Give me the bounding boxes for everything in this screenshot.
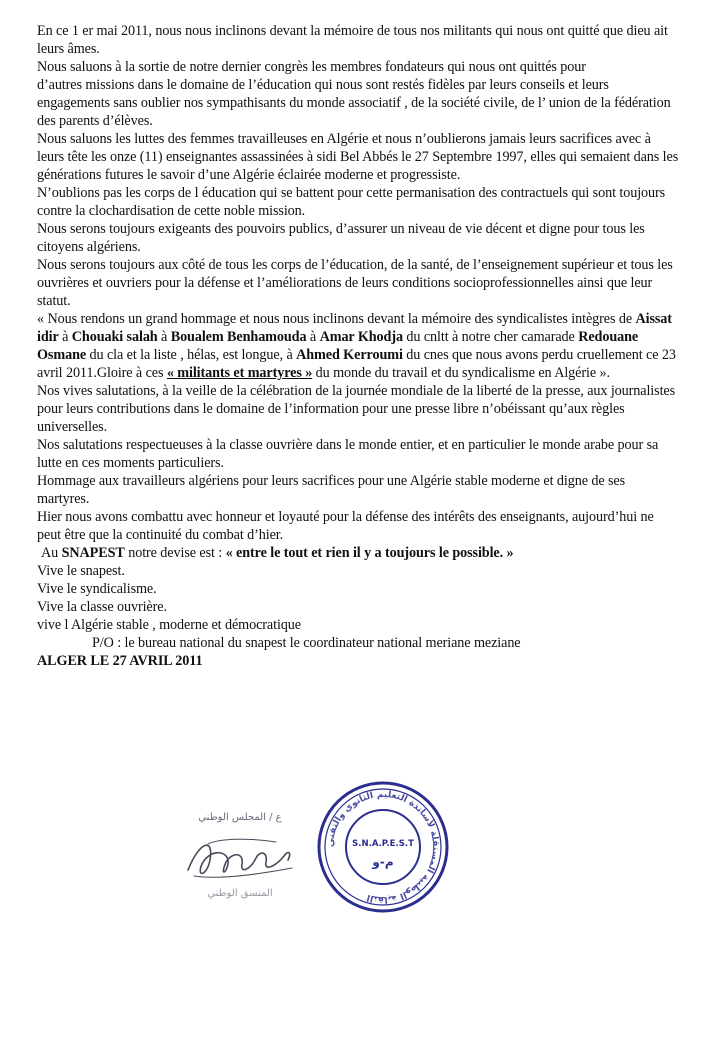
name-ahmed-kerroumi: Ahmed Kerroumi: [296, 347, 403, 363]
name-amar-khodja: Amar Khodja: [319, 329, 403, 345]
stamp-center-code: م-و: [372, 855, 394, 869]
paragraph-public-powers: Nous serons toujours exigeants des pouvoirs publics, d’assurer un niveau de vie décent et digne pour tous les citoyens algériens.: [37, 221, 645, 255]
paragraph-press: Nos vives salutations, à la veille de la célébration de la journée mondiale de la liberté de la presse, aux journalistes pour leurs contributions dans le domaine de l’information pour une presse libre n’obéissant qu’aux règles universelles.: [37, 383, 676, 435]
paragraph-homage: Hommage aux travailleurs algériens pour leurs sacrifices pour une Algérie stable moderne et digne de ses martyres.: [37, 473, 626, 507]
slogan-snapest: Vive le snapest.: [37, 563, 125, 579]
paragraph-tribute: « Nous rendons un grand hommage et nous nous inclinons devant la mémoire des syndicalistes intègres de Aissat idir à Chouaki salah à Boualem Benhamouda à Amar Khodja du cnltt à notre cher camarade Redouane Osmane du cla et la liste , hélas, est longue, à Ahmed Kerroumi du cnes que nous avons perdu cruellement ce 23 avril 2011.Gloire à ces « militants et martyres » du monde du travail et du syndicalisme en Algérie ».: [37, 311, 676, 381]
signatory-line: P/O : le bureau national du snapest le coordinateur national meriane meziane: [92, 635, 521, 651]
name-chouaki-salah: Chouaki salah: [71, 329, 158, 345]
paragraph-women-workers: Nous saluons les luttes des femmes travailleuses en Algérie et nous n’oublierons jamais leurs sacrifices avec à leurs tête les onze (11) enseignantes assassinées à sidi Bel Abbés le 27 Septembre 1997, elles qui semaient dans les générations futures le savoir d’une Algérie éclairée moderne et progressiste.: [37, 131, 679, 183]
paragraph-solidarity: Nous serons toujours aux côté de tous les corps de l’éducation, de la santé, de l’enseignement supérieur et tous les ouvrières et ouvriers pour la défense et l’améliorations de leurs conditions socioprofessionnelles ainsi que leur statut.: [37, 257, 673, 309]
paragraph-founders-intro: Nous saluons à la sortie de notre dernier congrès les membres fondateurs qui nous ont quittés pour: [37, 59, 586, 75]
paragraph-working-class: Nos salutations respectueuses à la classe ouvrière dans le monde entier, et en particulier le monde arabe pour sa lutte en ces moments particuliers.: [37, 437, 659, 471]
paragraph-remembrance: En ce 1 er mai 2011, nous nous inclinons devant la mémoire de tous nos militants qui nous ont quitté que dieu ait leurs âmes.: [37, 23, 668, 57]
signature-block: [170, 812, 310, 912]
motto-text: « entre le tout et rien il y a toujours le possible. »: [225, 545, 514, 561]
name-boualem-benhamouda: Boualem Benhamouda: [170, 329, 307, 345]
paragraph-contractuals: N’oublions pas les corps de l éducation qui se battent pour cette permanisation des contractuels qui sont toujours contre la clochardisation de cette noble mission.: [37, 185, 666, 219]
union-name: SNAPEST: [61, 545, 125, 561]
slogan-working-class: Vive la classe ouvrière.: [37, 599, 167, 615]
signature-title: ع / المجلس الوطني: [198, 812, 282, 823]
stamp-center-text: S.N.A.P.E.S.T: [352, 839, 414, 849]
union-stamp-icon: [316, 780, 450, 914]
paragraph-founders: d’autres missions dans le domaine de l’éducation qui nous sont restés fidèles par leurs conseils et leurs engagements sans oublier nos sympathisants du monde associatif , de la société civile, de l’ union de la fédération des parents d’élèves.: [37, 77, 671, 129]
signature-role: المنسق الوطني: [207, 888, 273, 899]
paragraph-continuity: Hier nous avons combattu avec honneur et loyauté pour la défense des intérêts des enseignants, aujourd’hui ne peut être que la continuité du combat d’hier.: [37, 509, 654, 543]
name-aissat-idir: Aissat idir: [37, 311, 672, 345]
slogan-syndicalism: Vive le syndicalisme.: [37, 581, 157, 597]
handwritten-signature-icon: [180, 830, 300, 890]
document-date: ALGER LE 27 AVRIL 2011: [37, 653, 203, 669]
militants-martyres-phrase: « militants et martyres »: [166, 365, 313, 381]
paragraph-motto: Au SNAPEST notre devise est : « entre le tout et rien il y a toujours le possible. »: [41, 545, 514, 561]
stamp-ring-text: النقابة الوطنية المستقلة لأساتذة التعليم الثانوي والتقني: [325, 789, 441, 905]
letter-body: [37, 22, 679, 670]
slogan-algeria: vive l Algérie stable , moderne et démocratique: [37, 617, 301, 633]
name-redouane-osmane: Redouane Osmane: [37, 329, 639, 363]
